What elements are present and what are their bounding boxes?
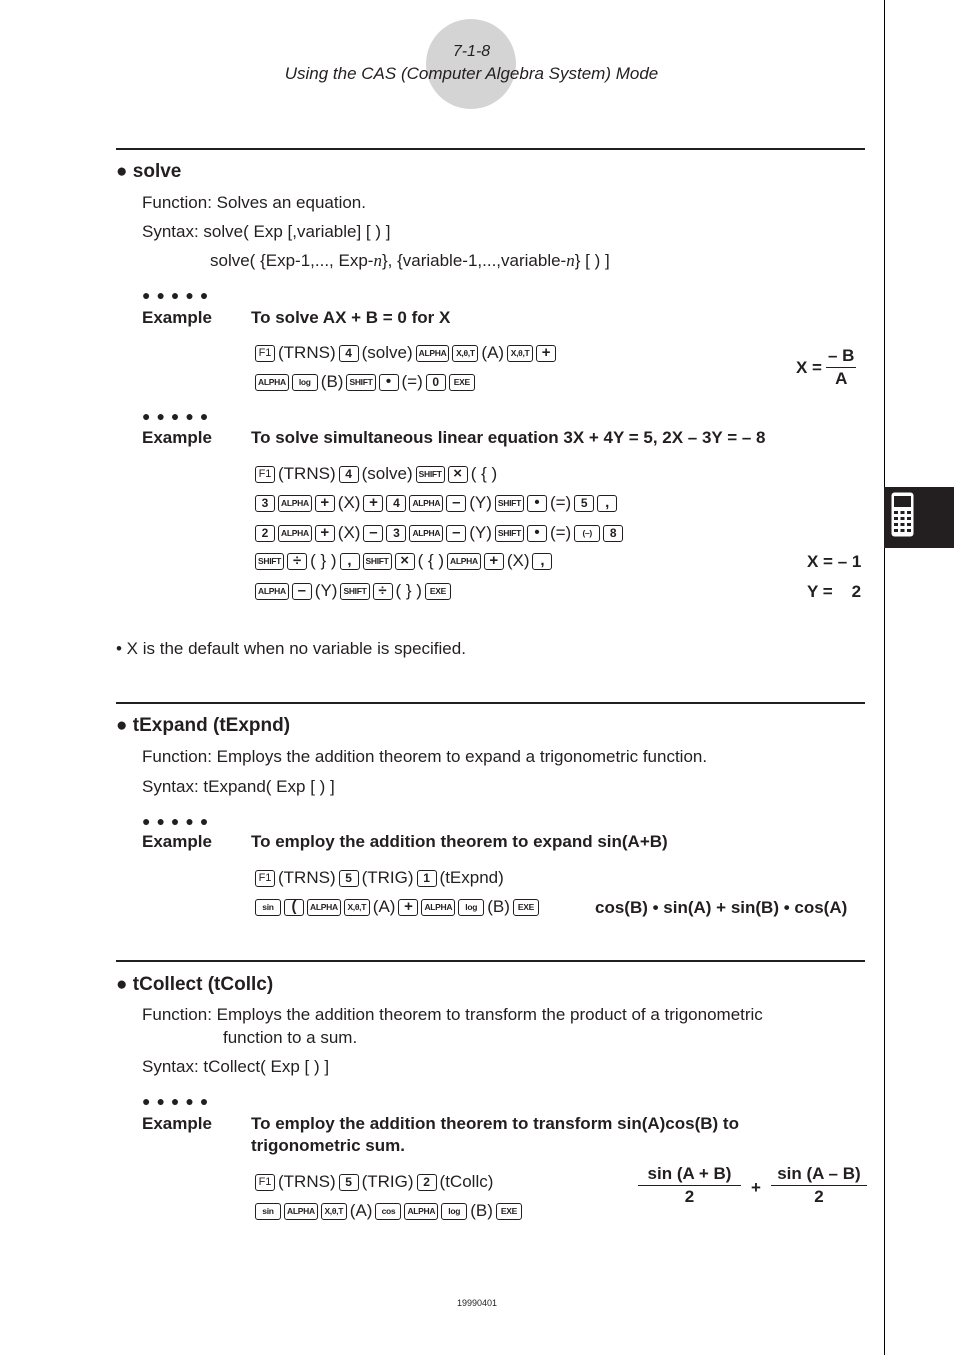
key-label: (A): [481, 343, 505, 362]
key-2: 2: [255, 525, 275, 542]
example-dots: ●●●●●: [142, 813, 215, 829]
key-label: (TRNS): [278, 868, 336, 887]
key-shift: SHIFT: [340, 583, 369, 600]
key-xthetat: X,θ,T: [344, 899, 370, 916]
key-label: (A): [372, 897, 396, 916]
key-sequence: [255, 1201, 522, 1221]
key-sequence: [255, 372, 475, 392]
key-sequence: [255, 868, 504, 888]
key-sin: sin: [255, 1203, 281, 1220]
example-title-1: To employ the addition theorem to transform sin(A)cos(B) to: [251, 1114, 739, 1133]
key-minus: –: [446, 495, 466, 512]
key-alpha: ALPHA: [404, 1203, 438, 1220]
key-xthetat: X,θ,T: [321, 1203, 347, 1220]
key-sequence: [255, 343, 556, 363]
key-label: (X): [337, 523, 361, 542]
key-5: 5: [339, 870, 359, 887]
key-alpha: ALPHA: [307, 899, 341, 916]
chapter-title: Using the CAS (Computer Algebra System) Mode: [284, 64, 659, 83]
texpand-syntax: Syntax: tExpand( Exp [ ) ]: [142, 777, 335, 796]
solve-note: • X is the default when no variable is specified.: [116, 639, 466, 658]
key-multiply: ×: [395, 553, 415, 570]
tcollect-syntax: Syntax: tCollect( Exp [ ) ]: [142, 1057, 330, 1076]
example-title: To employ the addition theorem to expand sin(A+B): [251, 832, 668, 851]
key-comma: ,: [597, 495, 617, 512]
margin-line: [884, 0, 885, 1355]
key-comma: ,: [532, 553, 552, 570]
tcollect-result: $\frac{\sin (A + B)}{2}$ + $\frac{\sin (A - B)}{2}$: [638, 1164, 867, 1207]
key-shift: SHIFT: [346, 374, 375, 391]
key-1: 1: [417, 870, 437, 887]
example-label: Example: [142, 1114, 212, 1133]
key-alpha: ALPHA: [409, 495, 443, 512]
key-shift: SHIFT: [495, 495, 524, 512]
solve-function: Function: Solves an equation.: [142, 193, 366, 212]
key-label: (=): [549, 493, 572, 512]
key-sequence: [255, 523, 623, 543]
tcollect-function-2: function to a sum.: [223, 1028, 358, 1047]
key-shift: SHIFT: [495, 525, 524, 542]
key-plus: +: [363, 495, 383, 512]
key-f1: F1: [255, 345, 275, 362]
section-title-solve: ● solve: [116, 161, 182, 182]
key-label: (Y): [469, 523, 492, 542]
section-rule: [116, 960, 865, 962]
key-alpha: ALPHA: [416, 345, 450, 362]
key-comma: ,: [340, 553, 360, 570]
key-exe: EXE: [496, 1203, 522, 1220]
key-f1: F1: [255, 1174, 275, 1191]
key-plus: +: [315, 495, 335, 512]
key-minus: –: [292, 583, 312, 600]
calculator-icon: [891, 492, 914, 537]
key-sequence: [255, 897, 539, 917]
key-f1: F1: [255, 466, 275, 483]
key-exe: EXE: [425, 583, 451, 600]
key-label: (X): [506, 551, 530, 570]
example-dots: ●●●●●: [142, 287, 215, 303]
example-title-2: trigonometric sum.: [251, 1136, 405, 1155]
key-negative: (–): [574, 525, 600, 542]
key-label: ( { ): [470, 464, 498, 483]
key-label: (B): [487, 897, 510, 916]
example-label: Example: [142, 428, 212, 447]
key-5: 5: [339, 1174, 359, 1191]
section-rule: [116, 148, 865, 150]
solve-syntax-2: solve( {Exp-1,..., Exp-n}, {variable-1,...,variable-n} [ ) ]: [210, 251, 610, 270]
key-divide: ÷: [287, 553, 307, 570]
key-shift: SHIFT: [416, 466, 445, 483]
key-label: (TRIG): [361, 1172, 414, 1191]
key-sequence: [255, 551, 552, 571]
key-label: (B): [320, 372, 344, 391]
key-plus: +: [536, 345, 556, 362]
solve-syntax-1: Syntax: solve( Exp [,variable] [ ) ]: [142, 222, 391, 241]
key-label: (solve): [361, 464, 413, 483]
key-open-paren: (: [284, 899, 304, 916]
key-xthetat: X,θ,T: [452, 345, 478, 362]
section-rule: [116, 702, 865, 704]
key-5: 5: [574, 495, 594, 512]
key-sequence: [255, 581, 451, 601]
key-divide: ÷: [373, 583, 393, 600]
key-3: 3: [386, 525, 406, 542]
key-4: 4: [339, 466, 359, 483]
section-title-tcollect: ● tCollect (tCollc): [116, 974, 274, 995]
key-plus: +: [484, 553, 504, 570]
key-log: log: [441, 1203, 467, 1220]
key-alpha: ALPHA: [284, 1203, 318, 1220]
key-sequence: [255, 464, 497, 484]
key-alpha: ALPHA: [255, 583, 289, 600]
key-plus: +: [315, 525, 335, 542]
page-number: 7-1-8: [452, 43, 491, 60]
key-label: (TRNS): [278, 464, 336, 483]
key-2: 2: [417, 1174, 437, 1191]
solve-result-x: X = – 1: [807, 552, 862, 571]
texpand-result: cos(B) • sin(A) + sin(B) • cos(A): [595, 898, 848, 917]
key-label: (TRIG): [361, 868, 414, 887]
key-label: (solve): [361, 343, 413, 362]
key-alpha: ALPHA: [421, 899, 455, 916]
key-log: log: [458, 899, 484, 916]
key-label: (=): [549, 523, 572, 542]
key-4: 4: [386, 495, 406, 512]
key-dot: •: [527, 495, 547, 512]
example-label: Example: [142, 832, 212, 851]
key-label: (B): [470, 1201, 493, 1220]
key-label: ( } ): [395, 581, 422, 600]
key-alpha: ALPHA: [447, 553, 481, 570]
solve-result-1: X = $\frac{- B}{A}$: [796, 346, 855, 388]
key-multiply: ×: [448, 466, 468, 483]
key-label: (tCollc): [439, 1172, 494, 1191]
example-title: To solve simultaneous linear equation 3X + 4Y = 5, 2X – 3Y = – 8: [251, 428, 766, 447]
key-4: 4: [339, 345, 359, 362]
key-8: 8: [603, 525, 623, 542]
key-label: ( { ): [417, 551, 445, 570]
tcollect-function-1: Function: Employs the addition theorem to transform the product of a trigonometric: [142, 1005, 763, 1024]
key-f1: F1: [255, 870, 275, 887]
key-alpha: ALPHA: [409, 525, 443, 542]
example-label: Example: [142, 308, 212, 327]
key-label: (TRNS): [278, 343, 336, 362]
key-sin: sin: [255, 899, 281, 916]
key-sequence: [255, 493, 617, 513]
key-xthetat: X,θ,T: [507, 345, 533, 362]
key-3: 3: [255, 495, 275, 512]
key-label: ( } ): [310, 551, 337, 570]
key-label: (tExpnd): [439, 868, 504, 887]
example-dots: ●●●●●: [142, 408, 215, 424]
key-label: (Y): [469, 493, 492, 512]
key-label: (Y): [314, 581, 338, 600]
key-label: (TRNS): [278, 1172, 336, 1191]
key-plus: +: [398, 899, 418, 916]
key-0: 0: [426, 374, 446, 391]
key-cos: cos: [375, 1203, 401, 1220]
section-title-texpand: ● tExpand (tExpnd): [116, 715, 291, 736]
example-title: To solve AX + B = 0 for X: [251, 308, 451, 327]
footer-code: 19990401: [456, 1298, 498, 1308]
example-dots: ●●●●●: [142, 1093, 215, 1109]
key-shift: SHIFT: [363, 553, 392, 570]
key-alpha: ALPHA: [278, 525, 312, 542]
solve-result-y: Y = 2: [807, 582, 862, 601]
key-log: log: [292, 374, 318, 391]
texpand-function: Function: Employs the addition theorem to expand a trigonometric function.: [142, 747, 708, 766]
key-exe: EXE: [449, 374, 475, 391]
key-label: (=): [401, 372, 423, 391]
key-shift: SHIFT: [255, 553, 284, 570]
key-minus: –: [446, 525, 466, 542]
key-alpha: ALPHA: [278, 495, 312, 512]
key-label: (X): [337, 493, 361, 512]
key-dot: •: [527, 525, 547, 542]
key-exe: EXE: [513, 899, 539, 916]
key-minus: –: [363, 525, 383, 542]
key-dot: •: [379, 374, 399, 391]
key-sequence: [255, 1172, 493, 1192]
key-label: (A): [349, 1201, 373, 1220]
key-alpha: ALPHA: [255, 374, 289, 391]
